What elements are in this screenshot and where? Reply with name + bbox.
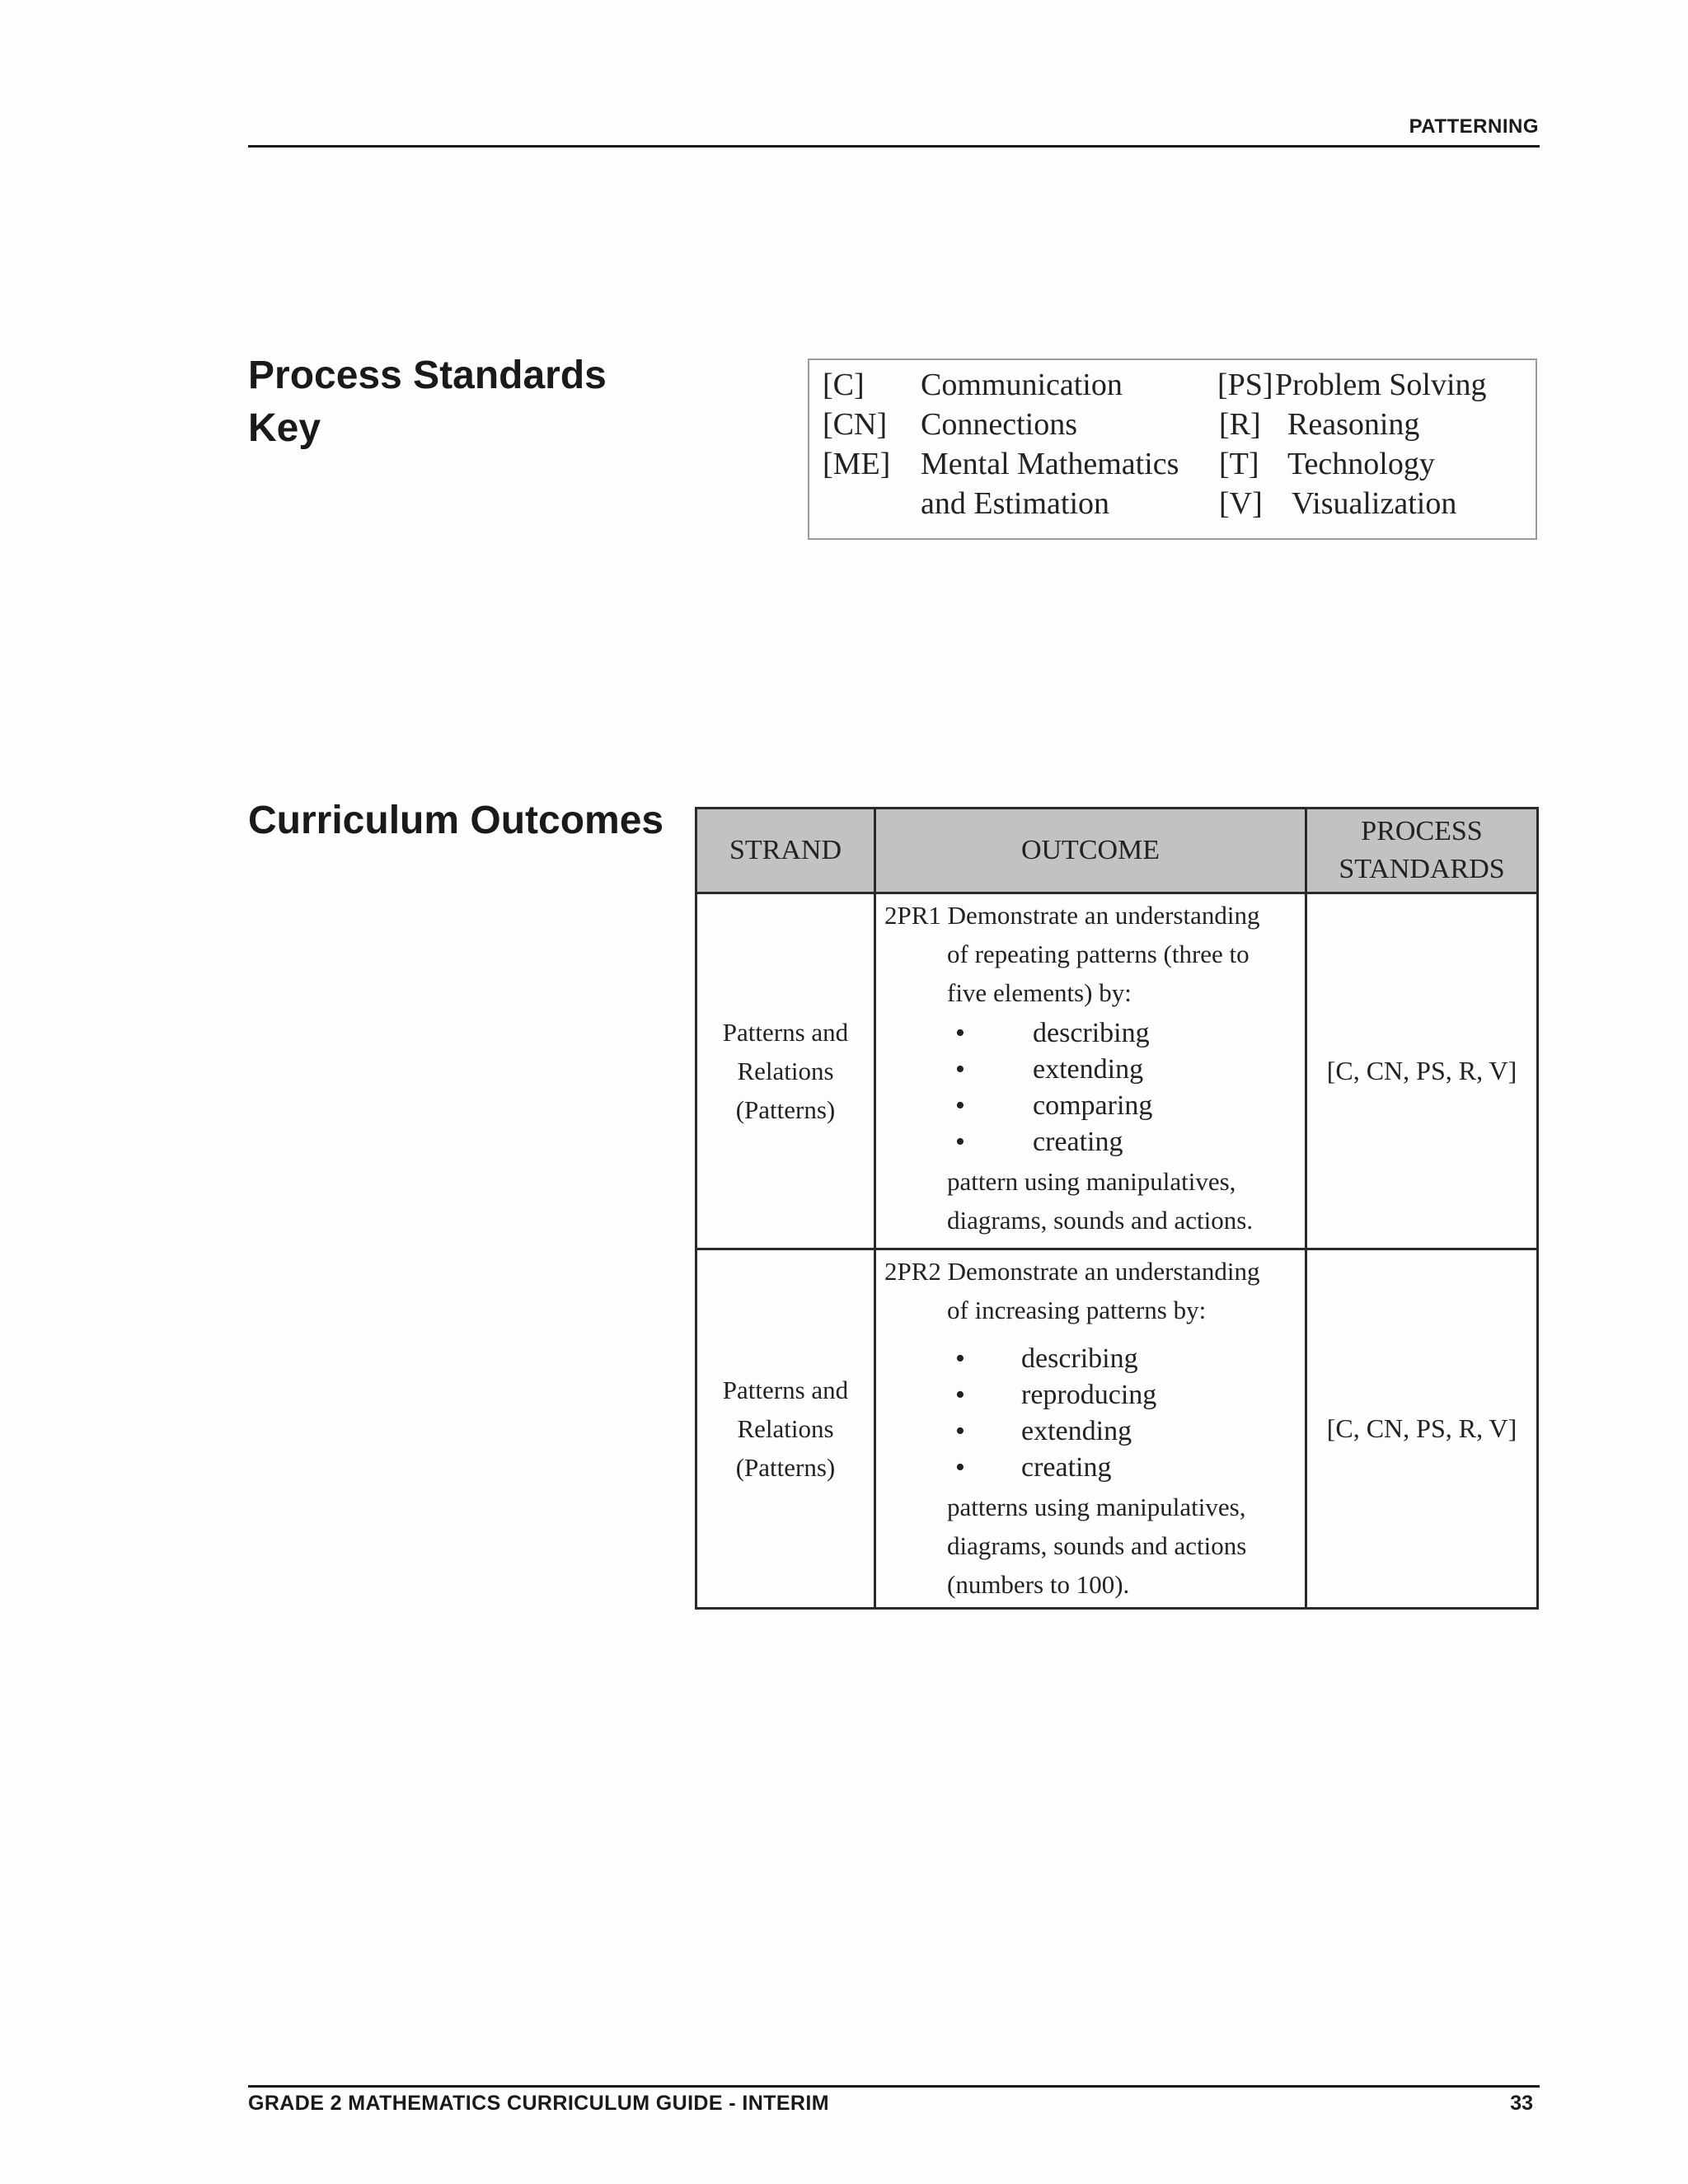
bullet-text: describing bbox=[1021, 1343, 1138, 1374]
key-row bbox=[809, 365, 1536, 405]
process-standards-cell: [C, CN, PS, R, V] bbox=[1306, 893, 1538, 1249]
key-name: Problem Solving bbox=[1275, 368, 1487, 402]
key-code: [T] bbox=[1219, 447, 1259, 481]
header-rule bbox=[248, 145, 1540, 148]
bullet-icon: • bbox=[955, 1380, 965, 1410]
col-header-outcome: OUTCOME bbox=[875, 808, 1306, 893]
key-code: [V] bbox=[1219, 486, 1263, 521]
process-standards-cell: [C, CN, PS, R, V] bbox=[1306, 1249, 1538, 1609]
bullet-icon: • bbox=[955, 1090, 965, 1121]
table-header-row bbox=[696, 808, 1538, 893]
running-head: PATTERNING bbox=[1409, 115, 1539, 138]
key-code: [R] bbox=[1219, 407, 1261, 442]
outcome-bullet-list bbox=[876, 1341, 1305, 1486]
bullet-icon: • bbox=[955, 1416, 965, 1446]
bullet-text: reproducing bbox=[1021, 1380, 1157, 1410]
outcome-cell bbox=[875, 1249, 1306, 1609]
outcome-line: of increasing patterns by: bbox=[947, 1296, 1207, 1324]
key-name: and Estimation bbox=[921, 486, 1110, 521]
outcome-line: diagrams, sounds and actions. bbox=[947, 1206, 1254, 1235]
list-item bbox=[876, 1015, 1305, 1052]
list-item bbox=[876, 1052, 1305, 1088]
key-row bbox=[809, 444, 1536, 484]
table-row bbox=[696, 893, 1538, 1249]
list-item bbox=[876, 1124, 1305, 1160]
outcome-bullet-list bbox=[876, 1015, 1305, 1160]
list-item bbox=[876, 1341, 1305, 1377]
bullet-text: creating bbox=[1033, 1127, 1123, 1157]
key-row bbox=[809, 405, 1536, 444]
key-name: Reasoning bbox=[1287, 407, 1420, 442]
list-item bbox=[876, 1413, 1305, 1450]
table-row bbox=[696, 1249, 1538, 1609]
outcome-cell bbox=[875, 893, 1306, 1249]
list-item bbox=[876, 1088, 1305, 1124]
bullet-text: comparing bbox=[1033, 1090, 1153, 1121]
bullet-text: creating bbox=[1021, 1452, 1112, 1483]
curriculum-outcomes-heading: Curriculum Outcomes bbox=[248, 799, 664, 842]
strand-cell bbox=[696, 1249, 875, 1609]
footer-rule bbox=[248, 2085, 1540, 2088]
strand-cell bbox=[696, 893, 875, 1249]
outcome-line: (numbers to 100). bbox=[947, 1570, 1130, 1599]
list-item bbox=[876, 1377, 1305, 1413]
outcome-lead: 2PR1 Demonstrate an understanding bbox=[884, 901, 1260, 930]
outcome-line: of repeating patterns (three to bbox=[947, 940, 1250, 968]
key-code: [ME] bbox=[823, 447, 891, 481]
col-header-strand: STRAND bbox=[696, 808, 875, 893]
key-code: [C] bbox=[823, 368, 865, 402]
key-code: [PS] bbox=[1217, 368, 1273, 402]
outcome-line: diagrams, sounds and actions bbox=[947, 1531, 1247, 1560]
key-name: Visualization bbox=[1292, 486, 1457, 521]
key-row bbox=[809, 484, 1536, 523]
key-name: Technology bbox=[1287, 447, 1435, 481]
strand-text: Patterns and Relations (Patterns) bbox=[722, 1376, 849, 1482]
bullet-text: describing bbox=[1033, 1018, 1150, 1048]
outcomes-table bbox=[695, 807, 1539, 1610]
process-standards-key-box bbox=[808, 359, 1537, 540]
outcome-line: pattern using manipulatives, bbox=[947, 1167, 1236, 1196]
bullet-icon: • bbox=[955, 1452, 965, 1483]
key-code: [CN] bbox=[823, 407, 888, 442]
footer-title: GRADE 2 MATHEMATICS CURRICULUM GUIDE - INTERIM bbox=[248, 2092, 829, 2115]
list-item bbox=[876, 1450, 1305, 1486]
outcome-line: five elements) by: bbox=[947, 978, 1132, 1007]
bullet-icon: • bbox=[955, 1018, 965, 1048]
key-name: Communication bbox=[921, 368, 1123, 402]
bullet-icon: • bbox=[955, 1127, 965, 1157]
strand-text: Patterns and Relations (Patterns) bbox=[722, 1018, 849, 1124]
process-standards-heading: Process Standards Key bbox=[248, 354, 607, 450]
outcome-lead: 2PR2 Demonstrate an understanding bbox=[884, 1257, 1260, 1286]
bullet-icon: • bbox=[955, 1054, 965, 1085]
outcome-line: patterns using manipulatives, bbox=[947, 1493, 1246, 1521]
bullet-text: extending bbox=[1021, 1416, 1132, 1446]
key-name: Connections bbox=[921, 407, 1077, 442]
bullet-text: extending bbox=[1033, 1054, 1144, 1085]
col-header-process: PROCESS STANDARDS bbox=[1306, 808, 1538, 893]
bullet-icon: • bbox=[955, 1343, 965, 1374]
page-number: 33 bbox=[1510, 2092, 1533, 2115]
key-name: Mental Mathematics bbox=[921, 447, 1179, 481]
